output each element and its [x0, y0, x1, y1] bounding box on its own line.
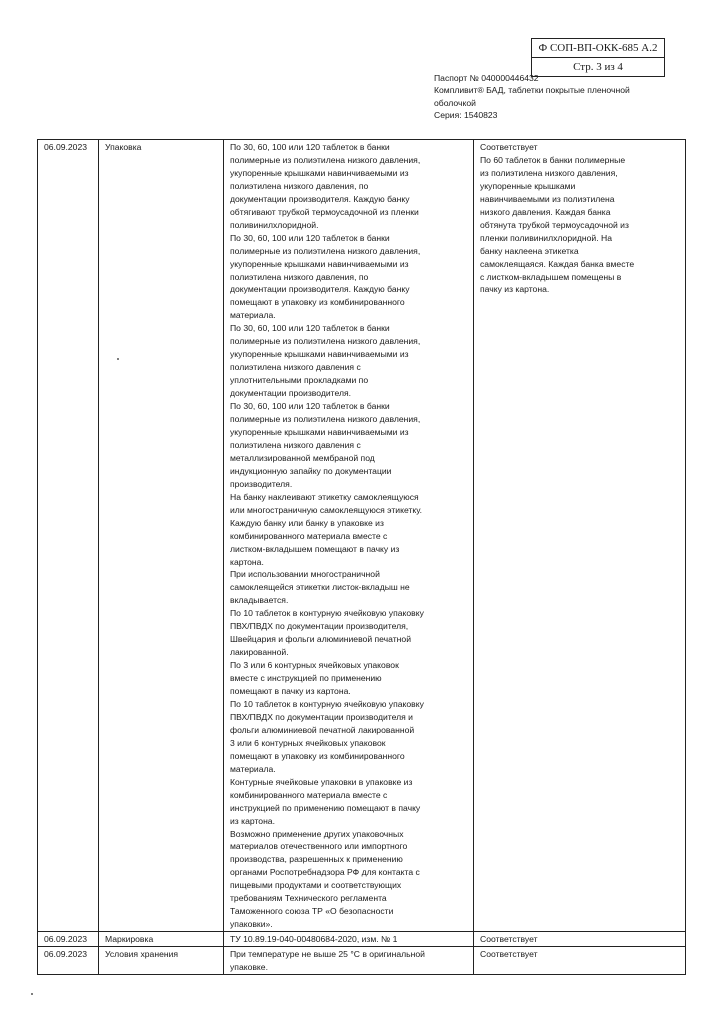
norm-line: комбинированного материала вместе с [230, 530, 388, 541]
norm-line: документации производителя. Каждую банку [230, 284, 410, 295]
norm-requirements [224, 947, 474, 975]
result-line: банку наклеена этикетка [480, 245, 579, 256]
norm-line: Возможно применение других упаковочных [230, 828, 404, 839]
norm-line: Таможенного союза ТР «О безопасности [230, 906, 394, 917]
indicator-name: Упаковка [99, 140, 224, 932]
result-line: Соответствует [480, 934, 538, 945]
test-date: 06.09.2023 [38, 947, 99, 975]
scan-mark [31, 993, 33, 995]
norm-line: ПВХ/ПВДХ по документации производителя, [230, 621, 409, 632]
result-line: самоклеящаяся. Каждая банка вместе [480, 258, 635, 269]
norm-line: полимерные из полиэтилена низкого давления, [230, 154, 421, 165]
norm-line: органами Роспотребнадзора РФ для контакта с [230, 867, 420, 878]
test-result [474, 947, 686, 975]
norm-line: упаковке. [230, 962, 268, 973]
norm-line: При температуре не выше 25 °С в оригинальной [230, 949, 425, 960]
indicator-name: Маркировка [99, 932, 224, 947]
norm-line: индукционную запайку по документации [230, 465, 392, 476]
product-name-cont: оболочкой [434, 97, 476, 108]
norm-line: фольги алюминиевой печатной лакированной [230, 724, 415, 735]
norm-line: документации производителя. [230, 388, 352, 399]
norm-line: помещают в упаковку из комбинированного [230, 297, 405, 308]
norm-line: укупоренные крышками навинчиваемыми из [230, 426, 409, 437]
result-line: обтянута трубкой термоусадочной из [480, 219, 629, 230]
norm-line: полимерные из полиэтилена низкого давления, [230, 336, 421, 347]
norm-line: По 30, 60, 100 или 120 таблеток в банки [230, 232, 390, 243]
norm-line: обтягивают трубкой термоусадочной из пленки [230, 206, 419, 217]
result-line: Соответствует [480, 949, 538, 960]
norm-line: По 30, 60, 100 или 120 таблеток в банки [230, 401, 390, 412]
table-row [38, 947, 686, 975]
page-number: Стр. 3 из 4 [532, 57, 664, 76]
norm-line: полимерные из полиэтилена низкого давления, [230, 245, 421, 256]
norm-line: лакированной. [230, 647, 289, 658]
norm-line: По 10 таблеток в контурную ячейковую упаковку [230, 698, 424, 709]
norm-line: 3 или 6 контурных ячейковых упаковок [230, 737, 386, 748]
norm-line: упаковки». [230, 919, 273, 930]
norm-line: материала. [230, 310, 276, 321]
result-line: пачку из картона. [480, 284, 550, 295]
result-line: Соответствует [480, 142, 538, 152]
norm-line: производства, разрешенных к применению [230, 854, 403, 865]
scan-mark [117, 358, 119, 360]
passport-info [434, 72, 634, 122]
result-line: пленки поливинилхлоридной. На [480, 232, 612, 243]
test-date: 06.09.2023 [38, 140, 99, 932]
norm-line: При использовании многостраничной [230, 569, 380, 580]
result-line: из полиэтилена низкого давления, [480, 167, 618, 178]
norm-line: помещают в упаковку из комбинированного [230, 750, 405, 761]
norm-line: производителя. [230, 478, 293, 489]
norm-line: укупоренные крышками навинчиваемыми из [230, 167, 409, 178]
norm-line: Контурные ячейковые упаковки в упаковке из [230, 776, 413, 787]
norm-requirements [224, 140, 474, 932]
norm-line: полиэтилена низкого давления, по [230, 180, 369, 191]
norm-line: укупоренные крышками навинчиваемыми из [230, 349, 409, 360]
norm-line: материалов отечественного или импортного [230, 841, 408, 852]
norm-line: требованиям Технического регламента [230, 893, 387, 904]
norm-line: полиэтилена низкого давления, по [230, 271, 369, 282]
table-row [38, 932, 686, 947]
norm-line: картона. [230, 556, 264, 567]
norm-requirements [224, 932, 474, 947]
norm-line: полиэтилена низкого давления с [230, 439, 361, 450]
indicator-name: Условия хранения [99, 947, 224, 975]
norm-line: металлизированной мембраной под [230, 452, 375, 463]
norm-line: поливинилхлоридной. [230, 219, 319, 230]
norm-line: полиэтилена низкого давления с [230, 362, 361, 373]
form-code: Ф СОП-ВП-ОКК-685 А.2 [538, 42, 658, 54]
product-name: Компливит® БАД, таблетки покрытые пленочной [434, 85, 630, 96]
norm-line: полимерные из полиэтилена низкого давления, [230, 414, 421, 425]
result-line: укупоренные крышками [480, 180, 576, 191]
test-results-table [37, 139, 686, 975]
norm-line: ПВХ/ПВДХ по документации производителя и [230, 711, 413, 722]
norm-line: По 10 таблеток в контурную ячейковую упаковку [230, 608, 424, 619]
batch-number: Серия: 1540823 [434, 110, 498, 121]
test-result [474, 932, 686, 947]
norm-line: пищевыми продуктами и соответствующих [230, 880, 402, 891]
norm-line: вместе с инструкцией по применению [230, 673, 382, 684]
norm-line: По 3 или 6 контурных ячейковых упаковок [230, 660, 399, 671]
norm-line: укупоренные крышками навинчиваемыми из [230, 258, 409, 269]
norm-line: На банку наклеивают этикетку самоклеящуюся [230, 491, 419, 502]
norm-line: или многостраничную самоклеящуюся этикетку. [230, 504, 423, 515]
norm-line: документации производителя. Каждую банку [230, 193, 410, 204]
norm-line: По 30, 60, 100 или 120 таблеток в банки [230, 323, 390, 334]
norm-line: листком-вкладышем помещают в пачку из [230, 543, 400, 554]
norm-line: из картона. [230, 815, 275, 826]
test-result [474, 140, 686, 932]
norm-line: комбинированного материала вместе с [230, 789, 388, 800]
result-line: навинчиваемыми из полиэтилена [480, 193, 615, 204]
norm-line: уплотнительными прокладками по [230, 375, 369, 386]
result-line: По 60 таблеток в банки полимерные [480, 154, 626, 165]
table-row [38, 140, 686, 932]
norm-line: помещают в пачку из картона. [230, 686, 351, 697]
norm-line: самоклеящейся этикетки листок-вкладыш не [230, 582, 410, 593]
norm-line: ТУ 10.89.19-040-00480684-2020, изм. № 1 [230, 934, 398, 945]
norm-line: материала. [230, 763, 276, 774]
norm-line: По 30, 60, 100 или 120 таблеток в банки [230, 142, 390, 152]
norm-line: Швейцария и фольги алюминиевой печатной [230, 634, 412, 645]
norm-line: инструкцией по применению помещают в пачку [230, 802, 421, 813]
norm-line: Каждую банку или банку в упаковке из [230, 517, 384, 528]
test-date: 06.09.2023 [38, 932, 99, 947]
passport-number: Паспорт № 040000446432 [434, 73, 539, 83]
result-line: с листком-вкладышем помещены в [480, 271, 622, 282]
result-line: низкого давления. Каждая банка [480, 206, 611, 217]
norm-line: вкладывается. [230, 595, 289, 606]
